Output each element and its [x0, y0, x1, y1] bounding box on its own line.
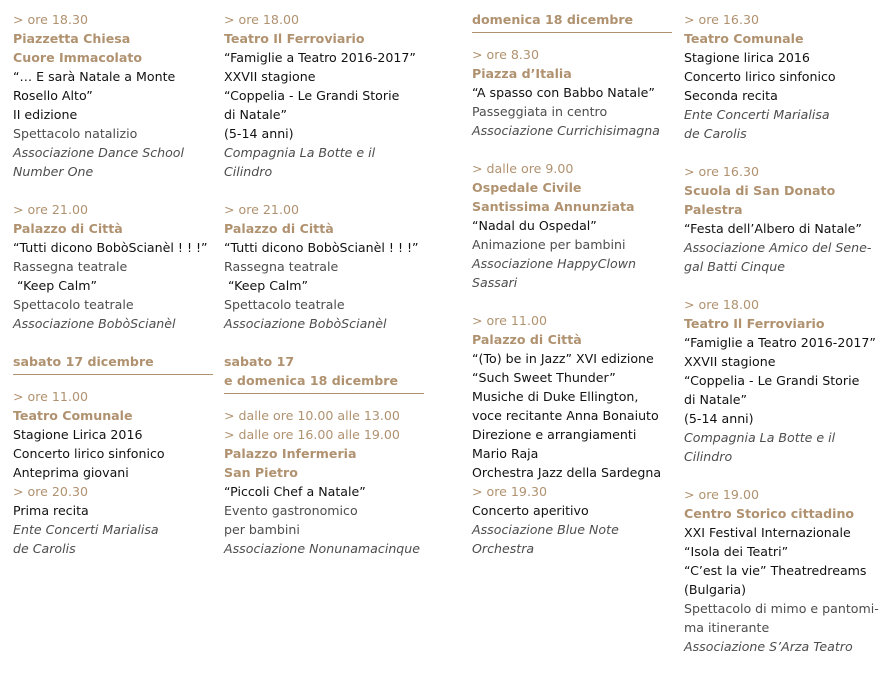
event-line: Concerto lirico sinfonico: [13, 446, 165, 461]
event-description: Animazione per bambini: [472, 237, 626, 252]
event-organizer: Ente Concerti Marialisa: [684, 107, 830, 122]
event-title: “Famiglie a Teatro 2016-2017”: [224, 50, 416, 65]
event-organizer: Ente Concerti Marialisa: [13, 522, 159, 537]
event-time: > ore 16.30: [684, 12, 759, 27]
event-organizer: Associazione Nonunamacinque: [224, 541, 421, 556]
event-title: “… E sarà Natale a Monte: [13, 69, 176, 84]
event-venue: Scuola di San Donato: [684, 183, 836, 198]
event-organizer: Sassari: [472, 275, 518, 290]
event-line: “Coppelia - Le Grandi Storie: [224, 88, 400, 103]
event-organizer: Compagnia La Botte e il Cilindro: [224, 145, 376, 179]
event-time: > ore 16.30: [684, 164, 759, 179]
event-organizer: Associazione Amico del Sene-: [684, 240, 872, 255]
event-venue: Teatro Comunale: [684, 31, 804, 46]
event-organizer: Number One: [13, 164, 94, 179]
event-block: [224, 406, 424, 558]
event-block: [224, 200, 424, 333]
event-block: [684, 162, 884, 276]
event-show-title: “Keep Calm”: [17, 278, 98, 293]
event-line: Concerto lirico sinfonico: [684, 69, 836, 84]
event-time: > ore 18.30: [13, 12, 88, 27]
event-block: [224, 10, 424, 181]
event-line: “Isola dei Teatri”: [684, 544, 789, 559]
event-show-title: “Keep Calm”: [228, 278, 309, 293]
event-line: Prima recita: [13, 503, 89, 518]
event-venue: Cuore Immacolato: [13, 50, 143, 65]
event-time: > ore 20.30: [13, 484, 88, 499]
event-description: Spettacolo teatrale: [224, 297, 345, 312]
column-4: [684, 10, 884, 675]
event-title: “Piccoli Chef a Natale”: [224, 484, 366, 499]
event-title: “Festa dell’Albero di Natale”: [684, 221, 862, 236]
day-heading: [224, 352, 424, 394]
event-time: > dalle ore 9.00: [472, 161, 574, 176]
event-time: > ore 21.00: [224, 202, 299, 217]
event-organizer: de Carolis: [684, 126, 747, 141]
event-block: [684, 485, 884, 656]
event-time: > dalle ore 10.00 alle 13.00: [224, 408, 400, 423]
event-organizer: Compagnia La Botte e il Cilindro: [684, 430, 836, 464]
event-venue: Centro Storico cittadino: [684, 506, 855, 521]
event-venue: Palazzo di Città: [472, 332, 582, 347]
event-time: > ore 18.00: [684, 297, 759, 312]
event-organizer: Associazione S’Arza Teatro: [684, 639, 853, 654]
event-title: “(To) be in Jazz” XVI edizione: [472, 351, 654, 366]
event-title: “Nadal du Ospedal”: [472, 218, 597, 233]
event-title: Rosello Alto”: [13, 88, 93, 103]
event-line: di Natale”: [684, 392, 748, 407]
event-description: per bambini: [224, 522, 300, 537]
event-time: > ore 11.00: [13, 389, 88, 404]
column-2: [224, 10, 424, 577]
event-venue: San Pietro: [224, 465, 298, 480]
event-title: Stagione Lirica 2016: [13, 427, 143, 442]
event-line: (5-14 anni): [224, 126, 294, 141]
column-1: [13, 10, 213, 577]
event-description: Spettacolo teatrale: [13, 297, 134, 312]
event-organizer: de Carolis: [13, 541, 76, 556]
event-organizer: Associazione BobòScianèl: [13, 316, 176, 331]
event-title: XXI Festival Internazionale: [684, 525, 851, 540]
day-heading-line: e domenica 18 dicembre: [224, 373, 399, 388]
event-description: Spettacolo di mimo e pantomi-: [684, 601, 879, 616]
event-venue: Teatro Comunale: [13, 408, 133, 423]
day-heading-line: sabato 17: [224, 354, 295, 369]
event-block: [684, 10, 884, 143]
event-line: “Such Sweet Thunder”: [472, 370, 616, 385]
event-title: “Famiglie a Teatro 2016-2017”: [684, 335, 876, 350]
column-3: [472, 10, 672, 577]
event-time: > ore 18.00: [224, 12, 299, 27]
event-line: XXVII stagione: [224, 69, 316, 84]
event-line: voce recitante Anna Bonaiuto: [472, 408, 659, 423]
event-line: Seconda recita: [684, 88, 778, 103]
event-venue: Palazzo Infermeria: [224, 446, 357, 461]
event-venue: Palestra: [684, 202, 743, 217]
event-venue: Palazzo di Città: [224, 221, 334, 236]
event-description: ma itinerante: [684, 620, 770, 635]
event-title: “A spasso con Babbo Natale”: [472, 85, 655, 100]
event-time: > ore 11.00: [472, 313, 547, 328]
event-description: Evento gastronomico: [224, 503, 358, 518]
event-block: [472, 45, 672, 140]
event-venue: Santissima Annunziata: [472, 199, 635, 214]
event-line: (5-14 anni): [684, 411, 754, 426]
event-organizer: gal Batti Cinque: [684, 259, 785, 274]
event-organizer: Associazione Blue Note: [472, 522, 619, 537]
event-description: Spettacolo natalizio: [13, 126, 138, 141]
day-heading: domenica 18 dicembre: [472, 10, 672, 33]
event-description: Rassegna teatrale: [13, 259, 128, 274]
event-line: Mario Raja: [472, 446, 539, 461]
event-line: Concerto aperitivo: [472, 503, 589, 518]
event-organizer: Orchestra: [472, 541, 535, 556]
event-line: di Natale”: [224, 107, 288, 122]
event-organizer: Associazione BobòScianèl: [224, 316, 387, 331]
day-heading: sabato 17 dicembre: [13, 352, 213, 375]
event-line: XXVII stagione: [684, 354, 776, 369]
event-edition: II edizione: [13, 107, 78, 122]
event-venue: Teatro Il Ferroviario: [224, 31, 365, 46]
event-venue: Palazzo di Città: [13, 221, 123, 236]
event-line: Musiche di Duke Ellington,: [472, 389, 639, 404]
event-block: [472, 311, 672, 558]
event-venue: Piazza d’Italia: [472, 66, 572, 81]
event-title: “Tutti dicono BobòScianèl ! ! !”: [224, 240, 419, 255]
event-line: “C’est la vie” Theatredreams: [684, 563, 867, 578]
event-time: > ore 19.00: [684, 487, 759, 502]
event-description: Rassegna teatrale: [224, 259, 339, 274]
event-line: Anteprima giovani: [13, 465, 129, 480]
event-time: > ore 19.30: [472, 484, 547, 499]
event-venue: Ospedale Civile: [472, 180, 582, 195]
event-title: “Tutti dicono BobòScianèl ! ! !”: [13, 240, 208, 255]
event-block: [13, 10, 213, 181]
event-line: Orchestra Jazz della Sardegna: [472, 465, 662, 480]
event-block: [13, 200, 213, 333]
event-time: > ore 8.30: [472, 47, 539, 62]
event-venue: Piazzetta Chiesa: [13, 31, 131, 46]
event-description: Passeggiata in centro: [472, 104, 608, 119]
event-organizer: Associazione Dance School: [13, 145, 185, 160]
event-line: Direzione e arrangiamenti: [472, 427, 637, 442]
event-organizer: Associazione HappyClown: [472, 256, 637, 271]
event-line: (Bulgaria): [684, 582, 747, 597]
event-line: “Coppelia - Le Grandi Storie: [684, 373, 860, 388]
event-venue: Teatro Il Ferroviario: [684, 316, 825, 331]
event-block: [684, 295, 884, 466]
event-time: > dalle ore 16.00 alle 19.00: [224, 427, 400, 442]
event-title: Stagione lirica 2016: [684, 50, 810, 65]
event-block: [13, 387, 213, 558]
event-time: > ore 21.00: [13, 202, 88, 217]
event-organizer: Associazione Currichisimagna: [472, 123, 660, 138]
event-block: [472, 159, 672, 292]
